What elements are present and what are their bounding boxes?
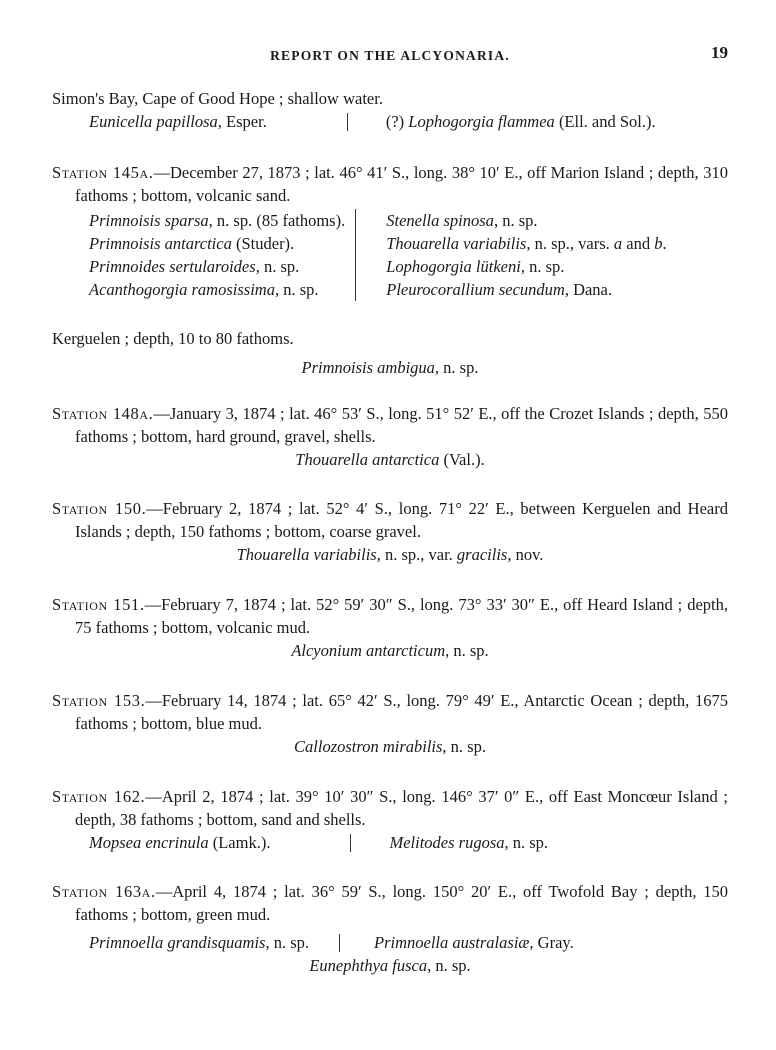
species-name: Thouarella variabilis: [386, 234, 527, 253]
locality-text: Kerguelen ; depth, 10 to 80 fathoms.: [52, 329, 294, 348]
species-row: [89, 278, 345, 301]
species-line: [52, 954, 728, 977]
species-authority: , Gray.: [529, 933, 574, 952]
species-row: [386, 209, 666, 232]
station-paragraph: [52, 593, 728, 639]
species-name: Callozostron mirabilis: [294, 737, 443, 756]
station-label: Station 163a.: [52, 882, 156, 901]
species-name: Eunephthya fusca: [309, 956, 428, 975]
running-title: REPORT ON THE ALCYONARIA.: [270, 48, 510, 63]
species-authority: , n. sp.: [255, 257, 300, 276]
column-divider: [347, 113, 348, 131]
variety-authority: , nov.: [507, 545, 544, 564]
species-authority: , n. sp., var.: [376, 545, 457, 564]
page-number: 19: [711, 43, 728, 62]
station-label: Station 151.: [52, 595, 145, 614]
species-line: [52, 448, 728, 471]
species-line: [52, 639, 728, 662]
entry-station-153: [52, 689, 728, 758]
entry-simons-bay: [52, 87, 728, 133]
species-row: [386, 255, 666, 278]
station-details: —January 3, 1874 ; lat. 46° 53′ S., long. 51° 52′ E., off the Crozet Islands ; depth, 550 fathoms ; bottom, hard ground, gravel, shells.: [75, 404, 728, 446]
species-row: [89, 232, 345, 255]
page-header: [52, 44, 728, 72]
species-authority: , n. sp.: [504, 833, 549, 852]
species-pair: [89, 931, 728, 954]
species-left: [89, 931, 309, 954]
species-row: [386, 232, 666, 255]
species-authority: , n. sp. (85 fathoms).: [208, 211, 346, 230]
species-name: Lophogorgia flammea: [408, 112, 555, 131]
species-name: Acanthogorgia ramosissima: [89, 280, 275, 299]
species-authority: , n. sp.: [442, 737, 486, 756]
species-name: Primnoisis ambigua: [301, 358, 435, 377]
station-paragraph: [52, 161, 728, 207]
species-line: [52, 735, 728, 758]
species-right: [374, 931, 574, 954]
species-name: Stenella spinosa: [386, 211, 494, 230]
species-line: [52, 356, 728, 379]
station-paragraph: [52, 497, 728, 543]
species-name: Primnoisis antarctica: [89, 234, 232, 253]
station-details: —April 4, 1874 ; lat. 36° 59′ S., long. 150° 20′ E., off Twofold Bay ; depth, 150 fathoms ; bottom, green mud.: [75, 882, 729, 924]
species-authority: , n. sp.: [493, 211, 538, 230]
species-prefix: (?): [385, 112, 409, 131]
station-label: Station 153.: [52, 691, 146, 710]
species-name: Primnoella grandisquamis: [89, 933, 266, 952]
species-authority: , n. sp.: [445, 641, 489, 660]
species-authority: , n. sp.: [520, 257, 565, 276]
species-name: Primnoides sertularoides: [89, 257, 256, 276]
species-column-right: [356, 209, 666, 301]
species-line: [52, 543, 728, 566]
species-name: Alcyonium antarcticum: [291, 641, 446, 660]
station-details: —December 27, 1873 ; lat. 46° 41′ S., long. 38° 10′ E., off Marion Island ; depth, 310 fathoms ; bottom, volcanic sand.: [75, 163, 728, 205]
entry-station-145a: [52, 161, 728, 301]
species-name: Primnoella australasiæ: [374, 933, 530, 952]
species-authority: , n. sp.: [274, 280, 319, 299]
species-name: Mopsea encrinula: [89, 833, 209, 852]
station-details: —February 7, 1874 ; lat. 52° 59′ 30″ S., long. 73° 33′ 30″ E., off Heard Island ; depth, 75 fathoms ; bottom, volcanic mud.: [75, 595, 728, 637]
entry-station-151: [52, 593, 728, 662]
species-authority: (Studer).: [231, 234, 295, 253]
station-label: Station 162.: [52, 787, 146, 806]
species-name: Lophogorgia lütkeni: [386, 257, 521, 276]
species-authority: , n. sp.: [434, 358, 479, 377]
species-authority: , Dana.: [564, 280, 613, 299]
species-column-left: [89, 209, 356, 301]
species-row: [89, 209, 345, 232]
species-name: Thouarella antarctica: [295, 450, 440, 469]
species-row: [386, 278, 666, 301]
station-details: —February 2, 1874 ; lat. 52° 4′ S., long. 71° 22′ E., between Kerguelen and Heard Islands ; depth, 150 fathoms ; bottom, coarse gravel.: [75, 499, 728, 541]
variety-letter: b: [654, 234, 663, 253]
station-details: —February 14, 1874 ; lat. 65° 42′ S., long. 79° 49′ E., Antarctic Ocean ; depth, 1675 fathoms ; bottom, blue mud.: [75, 691, 728, 733]
station-paragraph: [52, 689, 728, 735]
station-label: Station 145a.: [52, 163, 154, 182]
species-authority: (Lamk.).: [208, 833, 271, 852]
station-paragraph: [52, 402, 728, 448]
species-authority: , n. sp.: [427, 956, 471, 975]
species-right: [389, 831, 548, 854]
species-authority: (Ell. and Sol.).: [554, 112, 656, 131]
conjunction: and: [622, 234, 655, 253]
entry-station-150: [52, 497, 728, 566]
entry-station-163a: [52, 880, 728, 977]
species-left: [89, 831, 270, 854]
species-name: Pleurocorallium secundum: [386, 280, 565, 299]
entry-station-162: [52, 785, 728, 854]
species-authority: (Val.).: [439, 450, 485, 469]
variety-letter: a: [613, 234, 623, 253]
species-name: Melitodes rugosa: [389, 833, 505, 852]
species-pair: [89, 831, 728, 854]
station-details: —April 2, 1874 ; lat. 39° 10′ 30″ S., long. 146° 37′ 0″ E., off East Moncœur Island ; depth, 38 fathoms ; bottom, sand and shells.: [75, 787, 728, 829]
station-paragraph: [52, 880, 728, 926]
species-authority: , Esper.: [217, 112, 267, 131]
species-name: Thouarella variabilis: [236, 545, 377, 564]
species-name: Eunicella papillosa: [89, 112, 218, 131]
column-divider: [350, 834, 351, 852]
punctuation: .: [662, 234, 667, 253]
species-name: Primnoisis sparsa: [89, 211, 209, 230]
species-authority: , n. sp.: [265, 933, 310, 952]
column-divider: [339, 934, 340, 952]
station-label: Station 148a.: [52, 404, 154, 423]
species-authority: , n. sp., vars.: [526, 234, 614, 253]
species-columns: [89, 209, 728, 301]
station-paragraph: [52, 785, 728, 831]
species-left: [89, 110, 267, 133]
species-row: [89, 255, 345, 278]
entry-station-148a: [52, 402, 728, 471]
variety-name: gracilis: [456, 545, 508, 564]
entry-kerguelen: [52, 327, 728, 379]
locality-text: Simon's Bay, Cape of Good Hope ; shallow water.: [52, 89, 383, 108]
species-right: [386, 110, 656, 133]
station-label: Station 150.: [52, 499, 147, 518]
species-pair: [89, 110, 728, 133]
